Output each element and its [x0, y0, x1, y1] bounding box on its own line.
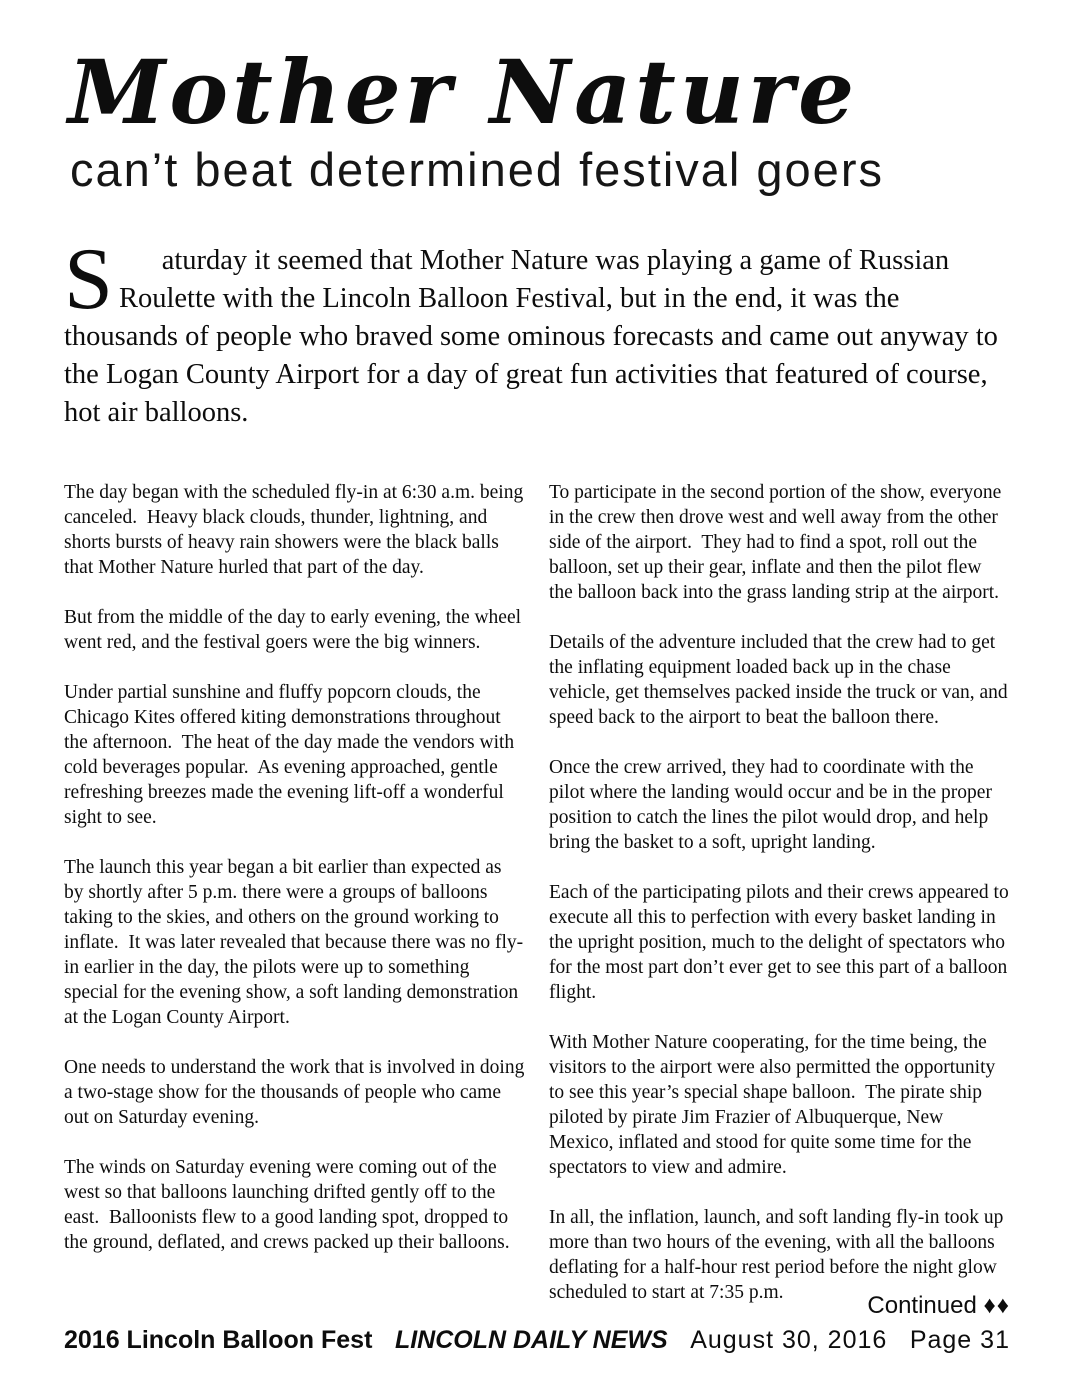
article-paragraph: With Mother Nature cooperating, for the time being, the visitors to the airport were also permitted the opportunity to see this year’s special shape balloon. The pirate ship piloted by pirate Jim Frazier of Albuquerque, New Mexico, inflated and stood for quite some time for the spectators to view and admire.	[549, 1032, 1001, 1179]
article-paragraph: To participate in the second portion of the show, everyone in the crew then drove west and well away from the other side of the airport. They had to find a spot, roll out the balloon, set up their gear, inflate and then the pilot flew the balloon back into the grass landing strip at the airport.	[549, 482, 1007, 604]
article-paragraph: But from the middle of the day to early evening, the wheel went red, and the festival goers were the big winners.	[64, 607, 526, 654]
lead-text: aturday it seemed that Mother Nature was playing a game of Russian Roulette with the Lincoln Balloon Festival, but in the end, it was the thousands of people who braved some ominous forecasts and came out anyway to the Logan County Airport for a day of great fun activities that featured of course, hot air balloons.	[64, 245, 1006, 429]
article-paragraph: The day began with the scheduled fly-in at 6:30 a.m. being canceled. Heavy black clouds, thunder, lightning, and shorts bursts of heavy rain showers were the black balls that Mother Nature hurled that part of the day.	[64, 482, 529, 579]
footer-page-number: Page 31	[909, 1326, 1010, 1354]
article	[64, 40, 1014, 1330]
article-columns	[64, 480, 1014, 1330]
left-column	[64, 480, 530, 1330]
article-subtitle: can’t beat determined festival goers	[70, 142, 884, 196]
article-paragraph: One needs to understand the work that is involved in doing a two-stage show for the thousands of people who came out on Saturday evening.	[64, 1057, 530, 1129]
article-paragraph: The winds on Saturday evening were coming out of the west so that balloons launching drifted gently off to the east. Balloonists flew to a good landing spot, dropped to the ground, deflated, and crews packed up their balloons.	[64, 1157, 513, 1254]
continued-label: Continued	[867, 1292, 984, 1319]
article-paragraph: Details of the adventure included that the crew had to get the inflating equipment loaded back up in the chase vehicle, get themselves packed inside the truck or van, and speed back to the airport to beat the balloon there.	[549, 632, 1013, 729]
lead-paragraph	[64, 204, 1010, 470]
article-paragraph: In all, the inflation, launch, and soft landing fly-in took up more than two hours of the evening, with all the balloons deflating for a half-hour rest period before the night glow scheduled to start at 7:35 p.m.	[549, 1207, 1009, 1304]
article-paragraph: The launch this year began a bit earlier than expected as by shortly after 5 p.m. there were a groups of balloons taking to the skies, and others on the ground working to inflate. It was later revealed that because there was no fly-in earlier in the day, the pilots were up to something special for the evening show, a soft landing demonstration at the Logan County Airport.	[64, 857, 524, 1029]
diamond-icons: ♦♦	[983, 1292, 1010, 1319]
drop-cap: S	[64, 231, 113, 329]
continued-notice	[867, 1292, 1010, 1320]
right-column	[549, 480, 1014, 1330]
article-paragraph: Each of the participating pilots and their crews appeared to execute all this to perfection with every basket landing in the upright position, much to the delight of spectators who for the most part don’t ever get to see this part of a balloon flight.	[549, 882, 1014, 1004]
article-paragraph: Once the crew arrived, they had to coordinate with the pilot where the landing would occur and be in the proper position to catch the lines the pilot would drop, and help bring the basket to a soft, upright landing.	[549, 757, 997, 854]
article-paragraph: Under partial sunshine and fluffy popcorn clouds, the Chicago Kites offered kiting demonstrations throughout the afternoon. The heat of the day made the vendors with cold beverages popular. As evening approached, gentle refreshing breezes made the evening lift-off a wonderful sight to see.	[64, 682, 520, 829]
footer-event-title: 2016 Lincoln Balloon Fest	[64, 1326, 373, 1354]
page-footer	[64, 1326, 1010, 1355]
footer-date: August 30, 2016	[690, 1326, 888, 1354]
article-title: Mother Nature	[68, 40, 859, 144]
footer-publication-name: LINCOLN DAILY NEWS	[394, 1326, 668, 1354]
